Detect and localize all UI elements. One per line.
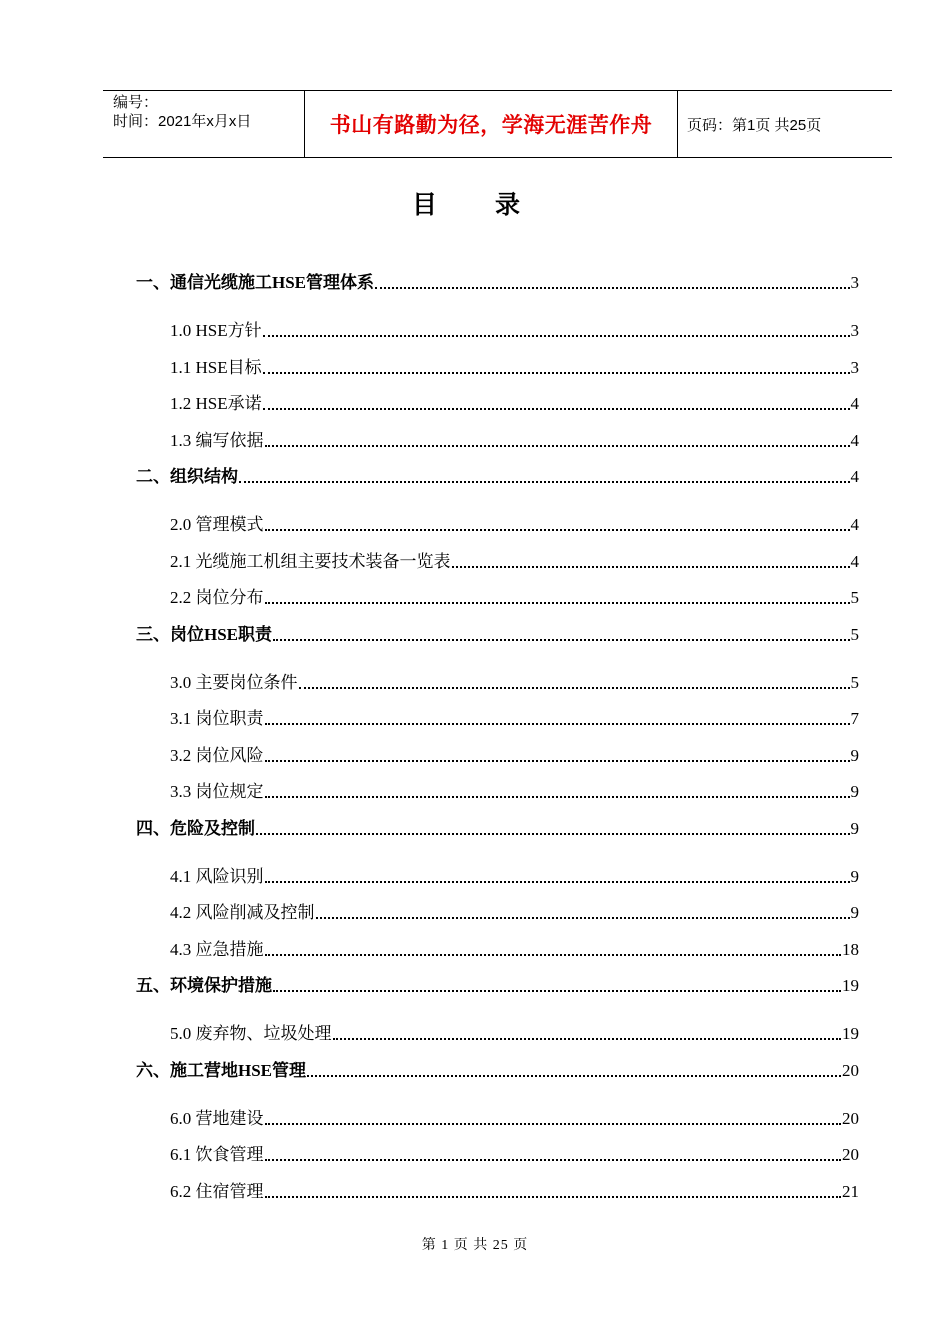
header-page-info: 页码：第1页 共25页 [687,116,822,134]
toc-page-number: 20 [842,1145,859,1164]
toc-dot-leader [265,1123,842,1125]
toc-section-entry[interactable] [136,389,859,415]
toc-dot-leader [375,287,849,289]
toc-page-number: 20 [842,1109,859,1128]
header-motto: 书山有路勤为径，学海无涯苦作舟 [304,91,678,157]
toc-page-number: 18 [842,940,859,959]
toc-chapter-entry[interactable] [136,814,859,840]
toc-page-number: 3 [850,273,859,292]
toc-page-number: 9 [850,867,859,886]
toc-entry-label: 三、岗位HSE职责 [136,625,273,644]
toc-dot-leader [265,881,850,883]
toc-dot-leader [265,954,842,956]
toc-section-entry[interactable] [136,547,859,573]
toc-chapter-entry[interactable] [136,268,859,294]
toc-dot-leader [273,990,841,992]
toc-entry-label: 6.2 住宿管理 [170,1182,264,1201]
toc-dot-leader [265,445,850,447]
toc-section-entry[interactable] [136,426,859,452]
toc-dot-leader [307,1075,841,1077]
toc-dot-leader [256,833,850,835]
toc-entry-label: 6.1 饮食管理 [170,1145,264,1164]
document-code-label: 编号： [113,94,159,111]
toc-section-entry[interactable] [136,741,859,767]
toc-section-entry[interactable] [136,1177,859,1203]
toc-chapter-entry[interactable] [136,620,859,646]
toc-page-number: 7 [850,709,859,728]
toc-entry-label: 1.0 HSE方针 [170,321,262,340]
toc-page-number: 9 [850,903,859,922]
toc-page-number: 3 [850,358,859,377]
toc-dot-leader [265,1159,842,1161]
toc-page-number: 9 [850,746,859,765]
toc-title: 目录 [411,192,578,219]
toc-section-entry[interactable] [136,1019,859,1045]
toc-dot-leader [239,481,850,483]
toc-dot-leader [265,1196,842,1198]
toc-entry-label: 1.1 HSE目标 [170,358,262,377]
page-footer: 第 1 页 共 25 页 [421,1238,529,1253]
toc-dot-leader [263,372,850,374]
toc-section-entry[interactable] [136,862,859,888]
toc-entry-label: 五、环境保护措施 [136,976,272,995]
toc-dot-leader [265,796,850,798]
toc-page-number: 20 [842,1061,859,1080]
toc-entry-label: 1.2 HSE承诺 [170,394,262,413]
toc-entry-label: 6.0 营地建设 [170,1109,264,1128]
toc-page-number: 4 [850,552,859,571]
toc-dot-leader [265,723,850,725]
toc-section-entry[interactable] [136,1104,859,1130]
toc-entry-label: 2.1 光缆施工机组主要技术装备一览表 [170,552,451,571]
toc-entry-label: 3.1 岗位职责 [170,709,264,728]
toc-dot-leader [452,566,850,568]
header-meta [103,91,304,157]
toc-section-entry[interactable] [136,316,859,342]
toc-section-entry[interactable] [136,898,859,924]
toc-entry-label: 2.2 岗位分布 [170,588,264,607]
toc-page-number: 5 [850,588,859,607]
toc-page-number: 4 [850,515,859,534]
document-date: 时间：2021年x月x日 [113,113,252,130]
toc-page-number: 4 [850,431,859,450]
toc-section-entry[interactable] [136,777,859,803]
toc-dot-leader [316,917,850,919]
toc-section-entry[interactable] [136,353,859,379]
toc-entry-label: 2.0 管理模式 [170,515,264,534]
toc-dot-leader [265,602,850,604]
toc-dot-leader [273,639,849,641]
toc-page-number: 3 [850,321,859,340]
toc-dot-leader [265,529,850,531]
toc-page-number: 5 [850,625,859,644]
toc-chapter-entry[interactable] [136,1056,859,1082]
toc-section-entry[interactable] [136,935,859,961]
toc-entry-label: 4.1 风险识别 [170,867,264,886]
toc-entry-label: 5.0 废弃物、垃圾处理 [170,1024,332,1043]
toc-entry-label: 四、危险及控制 [136,819,255,838]
toc-page-number: 9 [850,819,859,838]
toc-section-entry[interactable] [136,510,859,536]
toc-dot-leader [333,1038,842,1040]
toc-entry-label: 1.3 编写依据 [170,431,264,450]
toc-chapter-entry[interactable] [136,971,859,997]
toc-dot-leader [299,687,850,689]
toc-section-entry[interactable] [136,668,859,694]
page-header [103,90,892,158]
toc-entry-label: 一、通信光缆施工HSE管理体系 [136,273,375,292]
toc-entry-label: 3.0 主要岗位条件 [170,673,298,692]
toc-section-entry[interactable] [136,704,859,730]
toc-page-number: 5 [850,673,859,692]
toc-entry-label: 3.2 岗位风险 [170,746,264,765]
toc-page-number: 19 [842,1024,859,1043]
toc-page-number: 19 [842,976,859,995]
toc-entry-label: 4.2 风险削减及控制 [170,903,315,922]
toc-entry-label: 六、施工营地HSE管理 [136,1061,307,1080]
toc-entry-label: 4.3 应急措施 [170,940,264,959]
toc-dot-leader [265,760,850,762]
toc-page-number: 4 [850,394,859,413]
toc-entry-label: 二、组织结构 [136,467,238,486]
toc-page-number: 4 [850,467,859,486]
toc-page-number: 9 [850,782,859,801]
toc-entry-label: 3.3 岗位规定 [170,782,264,801]
toc-section-entry[interactable] [136,1140,859,1166]
toc-dot-leader [263,408,850,410]
toc-dot-leader [263,335,850,337]
toc-chapter-entry[interactable] [136,462,859,488]
toc-page-number: 21 [842,1182,859,1201]
toc-section-entry[interactable] [136,583,859,609]
